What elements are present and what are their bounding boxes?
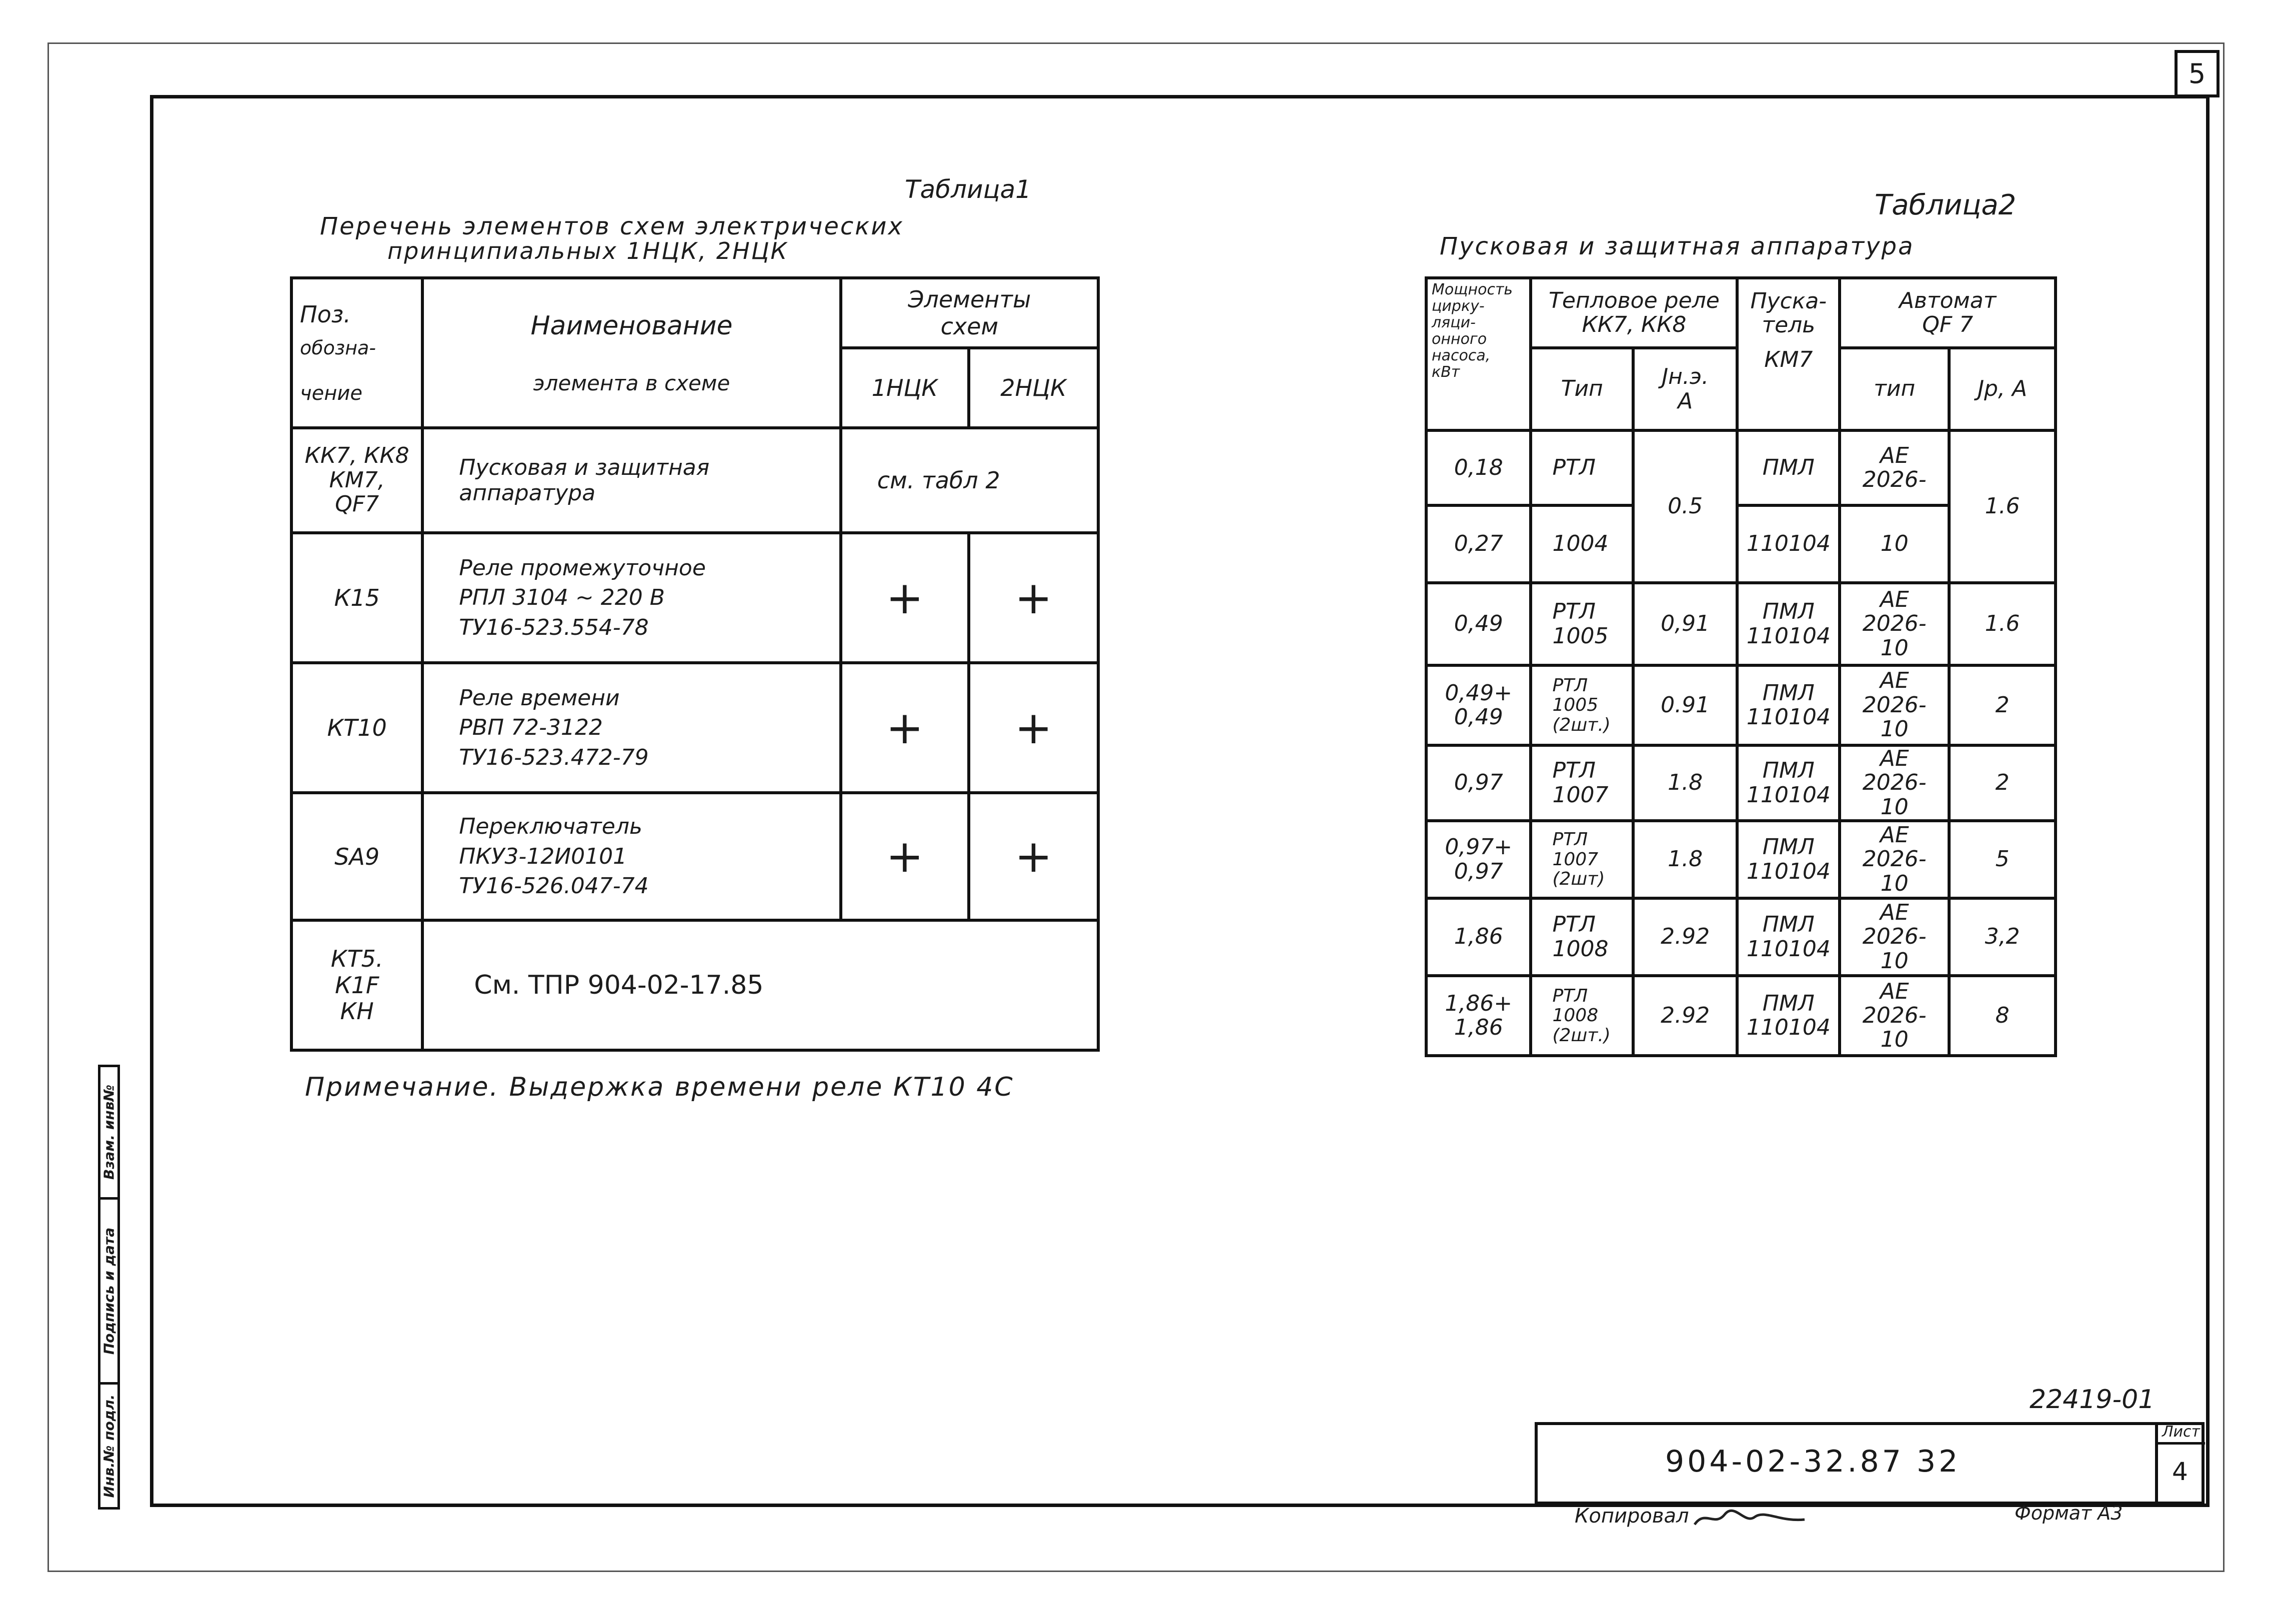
row-name: Переключатель ПКУ3-12И0101 ТУ16-526.047-74 <box>422 793 840 920</box>
title-block-top-line <box>1538 1422 2202 1424</box>
copier-signature <box>1690 1505 1810 1535</box>
starter-cell: ПМЛ 110104 <box>1737 583 1840 665</box>
strip-cell-replace <box>100 1067 117 1197</box>
breaker-current-cell: 5 <box>1949 821 2056 898</box>
row-name: Пусковая и защитная аппаратура <box>422 428 840 533</box>
header-2nck: 2НЦК <box>969 348 1098 428</box>
table1-caption: Таблица1 <box>905 175 1031 204</box>
row-mark-1nck: + <box>841 663 969 793</box>
header-position-line3: чение <box>300 382 362 405</box>
sheet-label: Лист <box>2162 1423 2201 1441</box>
table-row <box>1426 665 2056 745</box>
row-mark-1nck: + <box>841 793 969 920</box>
starter-cell: ПМЛ 110104 <box>1737 821 1840 898</box>
power-cell: 0,49+ 0,49 <box>1426 665 1531 745</box>
relay-type-cell: РТЛ 1005 (2шт.) <box>1531 665 1633 745</box>
inventory-number: 22419-01 <box>2030 1385 2155 1415</box>
header-name-line2: элемента в схеме <box>533 370 730 395</box>
breaker-type-cell: АЕ 2026- <box>1840 430 1949 505</box>
header-elements-line2: схем <box>940 313 999 340</box>
header-power: Мощность цирку- ляци- онного насоса, кВт <box>1426 278 1531 430</box>
header-thermal-relay: Тепловое реле КК7, КК8 <box>1531 278 1737 348</box>
power-cell: 0,18 <box>1426 430 1531 505</box>
table-row <box>291 663 1098 793</box>
breaker-type-cell: АЕ 2026- 10 <box>1840 898 1949 976</box>
copied-label: Копировал <box>1575 1505 1689 1528</box>
table-row <box>291 428 1098 533</box>
relay-current-cell: 0.5 <box>1633 430 1737 583</box>
header-elements-line1: Элементы <box>908 286 1031 313</box>
table2-caption: Таблица2 <box>1875 189 2017 221</box>
elements-table <box>290 276 1100 1052</box>
row-position: КК7, КК8 КМ7, QF7 <box>291 428 422 533</box>
relay-current-cell: 1.8 <box>1633 745 1737 821</box>
header-name-line1: Наименование <box>530 310 733 341</box>
approval-strip <box>98 1065 120 1510</box>
table-row <box>1426 583 2056 665</box>
breaker-type-cell: АЕ 2026- 10 <box>1840 821 1949 898</box>
header-name <box>422 278 840 428</box>
breaker-current-cell: 1.6 <box>1949 583 2056 665</box>
relay-current-cell: 0,91 <box>1633 583 1737 665</box>
breaker-current-cell: 8 <box>1949 976 2056 1056</box>
power-cell: 0,27 <box>1426 505 1531 583</box>
row-position: КТ10 <box>291 663 422 793</box>
header-position-line1: Поз. <box>300 301 351 328</box>
table1-title-line1: Перечень элементов схем электрических <box>320 212 904 240</box>
breaker-current-cell: 2 <box>1949 745 2056 821</box>
strip-label-inventory: Инв.№ подл. <box>100 1394 117 1498</box>
power-cell: 1,86+ 1,86 <box>1426 976 1531 1056</box>
power-cell: 1,86 <box>1426 898 1531 976</box>
format-label: Формат А3 <box>2015 1502 2123 1524</box>
power-cell: 0,49 <box>1426 583 1531 665</box>
table1-note: Примечание. Выдержка времени реле КТ10 4С <box>305 1072 1014 1102</box>
sheet-cell-divider <box>2158 1442 2205 1445</box>
table-row <box>1426 821 2056 898</box>
row-position: КТ5. К1F КН <box>291 920 422 1050</box>
row-reference: см. табл 2 <box>841 428 1098 533</box>
relay-type-cell: РТЛ 1007 (2шт) <box>1531 821 1633 898</box>
row-position: SA9 <box>291 793 422 920</box>
strip-label-replace: Взам. инв№ <box>100 1084 117 1180</box>
sheet-cell <box>2155 1422 2205 1505</box>
table1-title-line2: принципиальных 1НЦК, 2НЦК <box>387 237 789 264</box>
starter-cell: 110104 <box>1737 505 1840 583</box>
relay-current-cell: 0.91 <box>1633 665 1737 745</box>
sheet-value: 4 <box>2172 1457 2188 1486</box>
table-row <box>1426 976 2056 1056</box>
relay-type-cell: РТЛ 1007 <box>1531 745 1633 821</box>
strip-label-signature: Подпись и дата <box>100 1227 117 1355</box>
breaker-type-cell: АЕ 2026- 10 <box>1840 665 1949 745</box>
breaker-type-cell: АЕ 2026- 10 <box>1840 745 1949 821</box>
header-breaker-type: тип <box>1840 348 1949 430</box>
header-elements <box>841 278 1098 348</box>
power-cell: 0,97+ 0,97 <box>1426 821 1531 898</box>
power-cell: 0,97 <box>1426 745 1531 821</box>
starter-cell: ПМЛ 110104 <box>1737 976 1840 1056</box>
header-position-line2: обозна- <box>300 337 376 359</box>
header-1nck: 1НЦК <box>841 348 969 428</box>
header-starter: Пуска- тель <box>1737 278 1840 348</box>
sheet-number: 5 <box>2188 58 2206 89</box>
strip-cell-inventory <box>100 1382 117 1507</box>
table-row <box>291 533 1098 663</box>
table-row <box>1426 745 2056 821</box>
row-mark-2nck: + <box>969 663 1098 793</box>
table-row <box>1426 898 2056 976</box>
table-row <box>1426 430 2056 505</box>
row-position: К15 <box>291 533 422 663</box>
breaker-type-cell: АЕ 2026- 10 <box>1840 976 1949 1056</box>
row-mark-2nck: + <box>969 793 1098 920</box>
relay-type-cell: РТЛ 1005 <box>1531 583 1633 665</box>
starter-cell: ПМЛ <box>1737 430 1840 505</box>
header-breaker-current: Jр, А <box>1949 348 2056 430</box>
breaker-current-cell: 3,2 <box>1949 898 2056 976</box>
table2-title: Пусковая и защитная аппаратура <box>1440 232 1915 260</box>
relay-type-cell: 1004 <box>1531 505 1633 583</box>
starter-cell: ПМЛ 110104 <box>1737 745 1840 821</box>
relay-current-cell: 2.92 <box>1633 898 1737 976</box>
switchgear-table <box>1425 276 2057 1057</box>
header-relay-type: Тип <box>1531 348 1633 430</box>
row-mark-2nck: + <box>969 533 1098 663</box>
strip-cell-signature <box>100 1197 117 1382</box>
breaker-type-cell: АЕ 2026- 10 <box>1840 583 1949 665</box>
relay-type-cell: РТЛ 1008 <box>1531 898 1633 976</box>
breaker-current-cell: 1.6 <box>1949 430 2056 583</box>
table-row <box>291 793 1098 920</box>
table-row <box>291 920 1098 1050</box>
starter-cell: ПМЛ 110104 <box>1737 898 1840 976</box>
designation-code: 904-02-32.87 32 <box>1665 1444 1961 1479</box>
relay-type-cell: РТЛ <box>1531 430 1633 505</box>
title-block <box>1535 1422 2205 1505</box>
header-starter-type: КМ7 <box>1737 348 1840 430</box>
header-relay-current: Jн.э. А <box>1633 348 1737 430</box>
relay-current-cell: 1.8 <box>1633 821 1737 898</box>
sheet-number-box <box>2175 50 2220 97</box>
row-name: Реле времени РВП 72-3122 ТУ16-523.472-79 <box>422 663 840 793</box>
row-mark-1nck: + <box>841 533 969 663</box>
row-name: Реле промежуточное РПЛ 3104 ~ 220 В ТУ16-523.554-78 <box>422 533 840 663</box>
relay-current-cell: 2.92 <box>1633 976 1737 1056</box>
breaker-current-cell: 2 <box>1949 665 2056 745</box>
starter-cell: ПМЛ 110104 <box>1737 665 1840 745</box>
header-breaker: Автомат QF 7 <box>1840 278 2056 348</box>
header-position <box>291 278 422 428</box>
relay-type-cell: РТЛ 1008 (2шт.) <box>1531 976 1633 1056</box>
breaker-type-cell: 10 <box>1840 505 1949 583</box>
row-reference: См. ТПР 904-02-17.85 <box>422 920 1098 1050</box>
